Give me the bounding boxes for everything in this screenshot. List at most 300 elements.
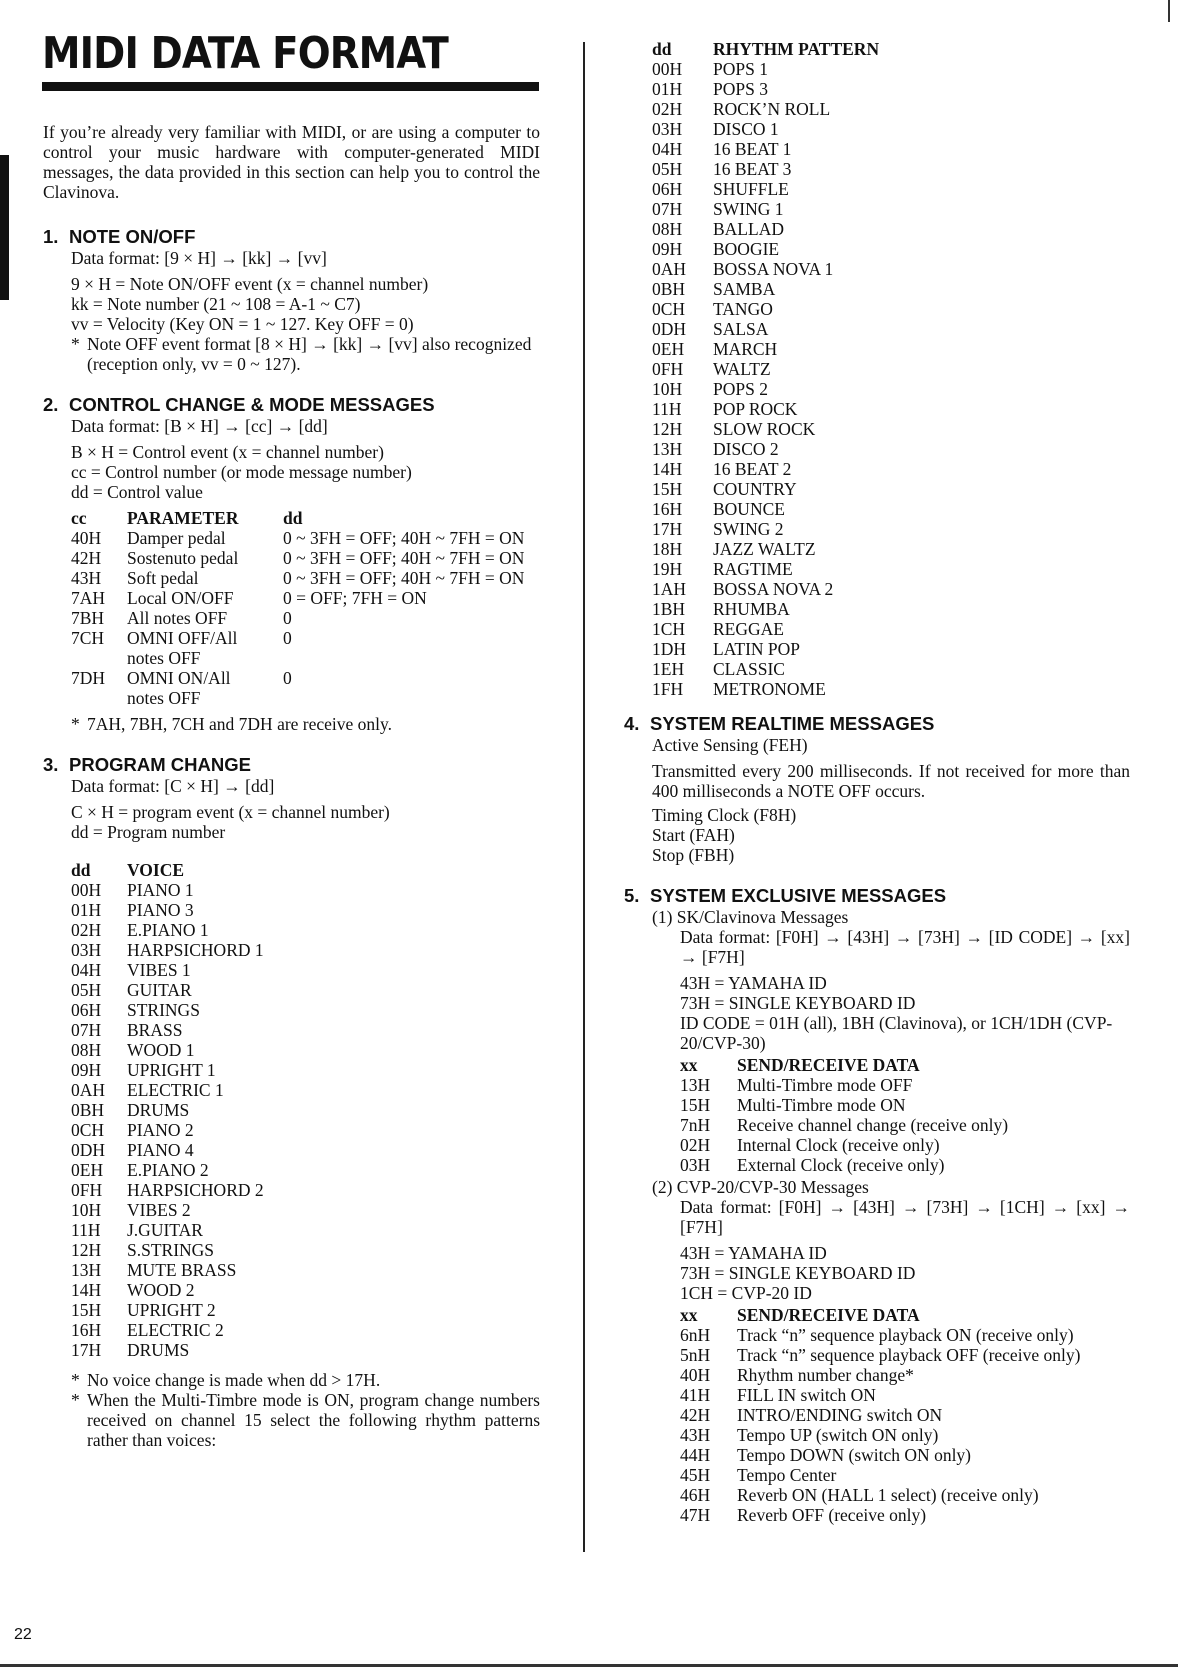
subsection-label: (1) SK/Clavinova Messages bbox=[652, 907, 849, 927]
table-row bbox=[652, 459, 879, 479]
section-title: CONTROL CHANGE & MODE MESSAGES bbox=[69, 394, 435, 415]
definition-list bbox=[43, 802, 540, 842]
value-cell: MUTE BRASS bbox=[127, 1260, 237, 1280]
value-cell: E.PIANO 2 bbox=[127, 1160, 209, 1180]
table-row bbox=[652, 99, 879, 119]
definition-line: vv = Velocity (Key ON = 1 ~ 127. Key OFF = 0) bbox=[71, 314, 414, 334]
value-cell: Multi-Timbre mode OFF bbox=[737, 1075, 913, 1095]
table-row bbox=[71, 608, 524, 628]
value-cell: SALSA bbox=[713, 319, 769, 339]
table-row bbox=[652, 139, 879, 159]
realtime-line: Start (FAH) bbox=[652, 825, 735, 845]
cell: 0 bbox=[283, 608, 292, 628]
value-cell: DISCO 1 bbox=[713, 119, 779, 139]
code-cell: 1BH bbox=[652, 599, 686, 619]
cell: Local ON/OFF bbox=[127, 588, 234, 608]
code-cell: 0BH bbox=[71, 1100, 105, 1120]
code-cell: 15H bbox=[71, 1300, 102, 1320]
realtime-transmit: Transmitted every 200 milliseconds. If not received for more than 400 milliseconds a NOTE OFF occurs. bbox=[652, 761, 1130, 801]
table-row bbox=[71, 1140, 264, 1160]
table-row bbox=[652, 419, 879, 439]
column-header: dd bbox=[71, 860, 91, 880]
definition-line: cc = Control number (or mode message number) bbox=[71, 462, 412, 482]
value-cell: E.PIANO 1 bbox=[127, 920, 209, 940]
table-row bbox=[652, 319, 879, 339]
table-row bbox=[71, 1240, 264, 1260]
code-cell: 07H bbox=[71, 1020, 102, 1040]
code-cell: 41H bbox=[680, 1385, 711, 1405]
section-heading bbox=[624, 885, 1130, 907]
column-header: dd bbox=[652, 39, 672, 59]
value-cell: PIANO 4 bbox=[127, 1140, 194, 1160]
voice-table-wrap bbox=[43, 860, 540, 1450]
value-cell: POPS 2 bbox=[713, 379, 768, 399]
data-format: Data format: [B × H] → [cc] → [dd] bbox=[71, 416, 328, 436]
value-cell: HARPSICHORD 1 bbox=[127, 940, 264, 960]
table-row bbox=[71, 1040, 264, 1060]
value-cell: Tempo UP (switch ON only) bbox=[737, 1425, 939, 1445]
footnote bbox=[71, 1370, 540, 1390]
cell: 0 ~ 3FH = OFF; 40H ~ 7FH = ON bbox=[283, 528, 525, 548]
code-cell: 0CH bbox=[652, 299, 686, 319]
value-cell: PIANO 3 bbox=[127, 900, 194, 920]
cell: 0 ~ 3FH = OFF; 40H ~ 7FH = ON bbox=[283, 568, 525, 588]
cell: 40H bbox=[71, 528, 102, 548]
table-row bbox=[652, 259, 879, 279]
code-cell: 05H bbox=[71, 980, 102, 1000]
table-row bbox=[652, 439, 879, 459]
section-heading bbox=[43, 754, 540, 776]
table-row bbox=[71, 900, 264, 920]
cell: 0 bbox=[283, 628, 292, 648]
definition-list bbox=[652, 1243, 1130, 1303]
code-cell: 7nH bbox=[680, 1115, 711, 1135]
value-cell: POPS 1 bbox=[713, 59, 768, 79]
section-heading bbox=[624, 713, 1130, 735]
table-row bbox=[680, 1485, 1080, 1505]
value-cell: UPRIGHT 2 bbox=[127, 1300, 216, 1320]
value-cell: Multi-Timbre mode ON bbox=[737, 1095, 906, 1115]
sysex1-rows bbox=[680, 1075, 1008, 1175]
value-cell: Tempo DOWN (switch ON only) bbox=[737, 1445, 972, 1465]
asterisk-icon: * bbox=[71, 1370, 80, 1390]
data-format: Data format: [F0H] → [43H] → [73H] → [1CH] → [xx] → [F7H] bbox=[680, 1197, 1130, 1237]
value-cell: PIANO 2 bbox=[127, 1120, 194, 1140]
sysex1-table bbox=[680, 1055, 1008, 1175]
table-row bbox=[652, 559, 879, 579]
cell: 0 ~ 3FH = OFF; 40H ~ 7FH = ON bbox=[283, 548, 525, 568]
definition-line: 43H = YAMAHA ID bbox=[680, 1243, 827, 1263]
value-cell: Reverb OFF (receive only) bbox=[737, 1505, 927, 1525]
sysex2-table bbox=[680, 1305, 1080, 1525]
value-cell: TANGO bbox=[713, 299, 773, 319]
table-row bbox=[71, 1120, 264, 1140]
value-cell: WALTZ bbox=[713, 359, 771, 379]
table-row bbox=[652, 279, 879, 299]
value-cell: HARPSICHORD 2 bbox=[127, 1180, 264, 1200]
table-row bbox=[680, 1155, 1008, 1175]
table-row bbox=[71, 1020, 264, 1040]
value-cell: PIANO 1 bbox=[127, 880, 194, 900]
value-cell: POP ROCK bbox=[713, 399, 798, 419]
section-number: 3. bbox=[43, 754, 59, 775]
code-cell: 03H bbox=[71, 940, 102, 960]
definition-line: dd = Control value bbox=[71, 482, 203, 502]
code-cell: 14H bbox=[71, 1280, 102, 1300]
table-row bbox=[71, 668, 524, 708]
cell: 43H bbox=[71, 568, 102, 588]
code-cell: 16H bbox=[652, 499, 683, 519]
cell: 7DH bbox=[71, 668, 106, 688]
table-row bbox=[652, 179, 879, 199]
code-cell: 17H bbox=[71, 1340, 102, 1360]
section-number: 5. bbox=[624, 885, 640, 906]
code-cell: 5nH bbox=[680, 1345, 711, 1365]
value-cell: SWING 2 bbox=[713, 519, 784, 539]
table-row bbox=[71, 1060, 264, 1080]
cell: 0 = OFF; 7FH = ON bbox=[283, 588, 427, 608]
section-heading bbox=[43, 394, 540, 416]
sysex1-table-wrap bbox=[652, 1055, 1130, 1175]
section-note-on-off bbox=[43, 226, 540, 374]
value-cell: UPRIGHT 1 bbox=[127, 1060, 216, 1080]
column-header: RHYTHM PATTERN bbox=[713, 39, 880, 59]
code-cell: 00H bbox=[71, 880, 102, 900]
table-row bbox=[680, 1095, 1008, 1115]
value-cell: INTRO/ENDING switch ON bbox=[737, 1405, 943, 1425]
value-cell: SLOW ROCK bbox=[713, 419, 816, 439]
table-row bbox=[71, 628, 524, 668]
corner-mark bbox=[1168, 0, 1170, 22]
sysex2-rows bbox=[680, 1325, 1080, 1525]
code-cell: 46H bbox=[680, 1485, 711, 1505]
footnote bbox=[71, 714, 540, 734]
code-cell: 16H bbox=[71, 1320, 102, 1340]
section-number: 2. bbox=[43, 394, 59, 415]
value-cell: ELECTRIC 2 bbox=[127, 1320, 224, 1340]
code-cell: 17H bbox=[652, 519, 683, 539]
cell: 7AH bbox=[71, 588, 106, 608]
code-cell: 15H bbox=[680, 1095, 711, 1115]
code-cell: 19H bbox=[652, 559, 683, 579]
table-row bbox=[680, 1075, 1008, 1095]
table-row bbox=[71, 1000, 264, 1020]
table-row bbox=[71, 880, 264, 900]
cell: All notes OFF bbox=[127, 608, 228, 628]
code-cell: 08H bbox=[71, 1040, 102, 1060]
column-header: xx bbox=[680, 1305, 698, 1325]
value-cell: MARCH bbox=[713, 339, 778, 359]
realtime-line: Stop (FBH) bbox=[652, 845, 735, 865]
table-row bbox=[680, 1325, 1080, 1345]
definition-list bbox=[43, 442, 540, 502]
code-cell: 02H bbox=[680, 1135, 711, 1155]
value-cell: J.GUITAR bbox=[127, 1220, 203, 1240]
realtime-line: Timing Clock (F8H) bbox=[652, 805, 797, 825]
asterisk-icon: * bbox=[71, 714, 80, 734]
table-row bbox=[652, 199, 879, 219]
table-row bbox=[652, 299, 879, 319]
value-cell: LATIN POP bbox=[713, 639, 801, 659]
realtime-list bbox=[624, 805, 1130, 865]
section-title: NOTE ON/OFF bbox=[69, 226, 196, 247]
value-cell: DRUMS bbox=[127, 1100, 190, 1120]
footnotes bbox=[71, 1370, 540, 1450]
code-cell: 0BH bbox=[652, 279, 686, 299]
definition-line: C × H = program event (x = channel number) bbox=[71, 802, 390, 822]
value-cell: Track “n” sequence playback ON (receive only) bbox=[737, 1325, 1074, 1345]
table-row bbox=[71, 920, 264, 940]
code-cell: 06H bbox=[652, 179, 683, 199]
section-title: SYSTEM EXCLUSIVE MESSAGES bbox=[650, 885, 947, 906]
code-cell: 43H bbox=[680, 1425, 711, 1445]
value-cell: BRASS bbox=[127, 1020, 183, 1040]
definition-line: 73H = SINGLE KEYBOARD ID bbox=[680, 1263, 916, 1283]
subsection-label: (2) CVP-20/CVP-30 Messages bbox=[652, 1177, 869, 1197]
cell: Sostenuto pedal bbox=[127, 548, 239, 568]
value-cell: RHUMBA bbox=[713, 599, 790, 619]
value-cell: Internal Clock (receive only) bbox=[737, 1135, 940, 1155]
table-row bbox=[680, 1505, 1080, 1525]
cell: 0 bbox=[283, 668, 292, 688]
code-cell: 05H bbox=[652, 159, 683, 179]
table-row bbox=[652, 499, 879, 519]
column-header: SEND/RECEIVE DATA bbox=[737, 1305, 920, 1325]
table-row bbox=[680, 1135, 1008, 1155]
code-cell: 0EH bbox=[652, 339, 685, 359]
definition-line: ID CODE = 01H (all), 1BH (Clavinova), or 1CH/1DH (CVP-20/CVP-30) bbox=[680, 1013, 1113, 1053]
value-cell: SAMBA bbox=[713, 279, 776, 299]
code-cell: 0AH bbox=[71, 1080, 106, 1100]
code-cell: 47H bbox=[680, 1505, 711, 1525]
value-cell: POPS 3 bbox=[713, 79, 768, 99]
page-number: 22 bbox=[14, 1626, 32, 1643]
table-header-row bbox=[680, 1305, 1080, 1325]
table-row bbox=[652, 579, 879, 599]
table-row bbox=[652, 239, 879, 259]
table-row bbox=[652, 599, 879, 619]
rhythm-rows bbox=[652, 59, 879, 699]
column-header: SEND/RECEIVE DATA bbox=[737, 1055, 920, 1075]
definition-line: 1CH = CVP-20 ID bbox=[680, 1283, 812, 1303]
table-row bbox=[680, 1445, 1080, 1465]
value-cell: FILL IN switch ON bbox=[737, 1385, 876, 1405]
code-cell: 0FH bbox=[652, 359, 684, 379]
value-cell: SHUFFLE bbox=[713, 179, 789, 199]
column-header: dd bbox=[283, 508, 303, 528]
code-cell: 11H bbox=[71, 1220, 101, 1240]
table-row bbox=[652, 59, 879, 79]
title-underline bbox=[42, 82, 539, 91]
code-cell: 09H bbox=[71, 1060, 102, 1080]
asterisk-icon: * bbox=[71, 1390, 80, 1410]
code-cell: 15H bbox=[652, 479, 683, 499]
table-row bbox=[652, 379, 879, 399]
code-cell: 42H bbox=[680, 1405, 711, 1425]
section-program-change bbox=[43, 754, 540, 1450]
definition-line: 9 × H = Note ON/OFF event (x = channel number) bbox=[71, 274, 429, 294]
definition-list bbox=[43, 274, 540, 374]
code-cell: 40H bbox=[680, 1365, 711, 1385]
value-cell: BOUNCE bbox=[713, 499, 785, 519]
value-cell: RAGTIME bbox=[713, 559, 793, 579]
value-cell: BOSSA NOVA 2 bbox=[713, 579, 834, 599]
value-cell: DISCO 2 bbox=[713, 439, 779, 459]
section-system-exclusive bbox=[624, 885, 1130, 1525]
value-cell: GUITAR bbox=[127, 980, 192, 1000]
footnote-text: When the Multi-Timbre mode is ON, program change numbers received on channel 15 select the following rhythm patterns rather than voices: bbox=[87, 1390, 540, 1450]
value-cell: 16 BEAT 1 bbox=[713, 139, 792, 159]
value-cell: VIBES 2 bbox=[127, 1200, 191, 1220]
table-row bbox=[680, 1425, 1080, 1445]
value-cell: VIBES 1 bbox=[127, 960, 191, 980]
column-divider bbox=[583, 42, 585, 1552]
value-cell: WOOD 1 bbox=[127, 1040, 195, 1060]
table-row bbox=[71, 1160, 264, 1180]
code-cell: 1EH bbox=[652, 659, 685, 679]
definition-line: 73H = SINGLE KEYBOARD ID bbox=[680, 993, 916, 1013]
value-cell: REGGAE bbox=[713, 619, 784, 639]
table-row bbox=[680, 1365, 1080, 1385]
value-cell: Track “n” sequence playback OFF (receive only) bbox=[737, 1345, 1081, 1365]
code-cell: 12H bbox=[71, 1240, 102, 1260]
value-cell: Rhythm number change* bbox=[737, 1365, 914, 1385]
code-cell: 00H bbox=[652, 59, 683, 79]
code-cell: 1CH bbox=[652, 619, 686, 639]
code-cell: 03H bbox=[652, 119, 683, 139]
cell: Damper pedal bbox=[127, 528, 226, 548]
code-cell: 6nH bbox=[680, 1325, 711, 1345]
value-cell: CLASSIC bbox=[713, 659, 785, 679]
code-cell: 07H bbox=[652, 199, 683, 219]
code-cell: 13H bbox=[652, 439, 683, 459]
code-cell: 02H bbox=[71, 920, 102, 940]
column-header: cc bbox=[71, 508, 87, 528]
code-cell: 08H bbox=[652, 219, 683, 239]
section-control-change bbox=[43, 394, 540, 734]
section-system-realtime bbox=[624, 713, 1130, 865]
section-title: PROGRAM CHANGE bbox=[69, 754, 251, 775]
cell: OMNI ON/All notes OFF bbox=[127, 668, 231, 708]
value-cell: STRINGS bbox=[127, 1000, 200, 1020]
value-cell: JAZZ WALTZ bbox=[713, 539, 816, 559]
code-cell: 0EH bbox=[71, 1160, 104, 1180]
code-cell: 01H bbox=[652, 79, 683, 99]
code-cell: 03H bbox=[680, 1155, 711, 1175]
left-column bbox=[43, 122, 540, 1450]
code-cell: 1FH bbox=[652, 679, 684, 699]
table-row bbox=[71, 528, 524, 548]
voice-table bbox=[71, 860, 264, 1360]
definition-line: kk = Note number (21 ~ 108 = A-1 ~ C7) bbox=[71, 294, 361, 314]
table-row bbox=[652, 339, 879, 359]
table-row bbox=[71, 1080, 264, 1100]
code-cell: 06H bbox=[71, 1000, 102, 1020]
intro-paragraph: If you’re already very familiar with MIDI, or are using a computer to control your music hardware with computer-generated MIDI messages, the data provided in this section can help you to control the Clavinova. bbox=[43, 122, 540, 202]
cell: 42H bbox=[71, 548, 102, 568]
definition-list bbox=[652, 973, 1130, 1053]
rhythm-pattern-table bbox=[652, 39, 879, 699]
definition-line: B × H = Control event (x = channel number) bbox=[71, 442, 384, 462]
table-row bbox=[652, 539, 879, 559]
control-table-wrap bbox=[43, 508, 540, 734]
value-cell: BALLAD bbox=[713, 219, 784, 239]
footnote bbox=[71, 1390, 540, 1450]
value-cell: BOSSA NOVA 1 bbox=[713, 259, 834, 279]
table-header-row bbox=[652, 39, 879, 59]
code-cell: 10H bbox=[652, 379, 683, 399]
table-row bbox=[71, 940, 264, 960]
code-cell: 0DH bbox=[71, 1140, 106, 1160]
cell: Soft pedal bbox=[127, 568, 199, 588]
table-row bbox=[680, 1465, 1080, 1485]
cell: 7CH bbox=[71, 628, 105, 648]
table-row bbox=[652, 359, 879, 379]
value-cell: 16 BEAT 3 bbox=[713, 159, 792, 179]
value-cell: 16 BEAT 2 bbox=[713, 459, 792, 479]
table-row bbox=[71, 1260, 264, 1280]
value-cell: S.STRINGS bbox=[127, 1240, 215, 1260]
table-row bbox=[652, 79, 879, 99]
code-cell: 18H bbox=[652, 539, 683, 559]
edge-thumb-tab bbox=[0, 155, 9, 300]
section-title: SYSTEM REALTIME MESSAGES bbox=[650, 713, 935, 734]
table-row bbox=[71, 1320, 264, 1340]
value-cell: External Clock (receive only) bbox=[737, 1155, 945, 1175]
value-cell: SWING 1 bbox=[713, 199, 784, 219]
value-cell: METRONOME bbox=[713, 679, 826, 699]
table-row bbox=[652, 519, 879, 539]
value-cell: ROCK’N ROLL bbox=[713, 99, 831, 119]
table-row bbox=[652, 679, 879, 699]
code-cell: 10H bbox=[71, 1200, 102, 1220]
code-cell: 0CH bbox=[71, 1120, 105, 1140]
code-cell: 01H bbox=[71, 900, 102, 920]
column-header: PARAMETER bbox=[127, 508, 239, 528]
table-row bbox=[71, 568, 524, 588]
footnote-text: Note OFF event format [8 × H] → [kk] → [vv] also recognized (reception only, vv = 0 ~ 127). bbox=[87, 334, 532, 374]
value-cell: BOOGIE bbox=[713, 239, 780, 259]
table-row bbox=[71, 588, 524, 608]
code-cell: 13H bbox=[71, 1260, 102, 1280]
value-cell: WOOD 2 bbox=[127, 1280, 195, 1300]
voice-rows bbox=[71, 880, 264, 1360]
code-cell: 1DH bbox=[652, 639, 687, 659]
table-row bbox=[71, 1340, 264, 1360]
table-row bbox=[680, 1345, 1080, 1365]
table-row bbox=[71, 1280, 264, 1300]
right-column bbox=[624, 39, 1130, 1525]
code-cell: 02H bbox=[652, 99, 683, 119]
definition-line: 43H = YAMAHA ID bbox=[680, 973, 827, 993]
table-row bbox=[71, 1300, 264, 1320]
column-header: xx bbox=[680, 1055, 698, 1075]
table-header-row bbox=[71, 508, 524, 528]
table-row bbox=[652, 399, 879, 419]
code-cell: 44H bbox=[680, 1445, 711, 1465]
table-row bbox=[71, 1100, 264, 1120]
table-row bbox=[680, 1115, 1008, 1135]
table-row bbox=[71, 1180, 264, 1200]
table-row bbox=[71, 960, 264, 980]
section-heading bbox=[43, 226, 540, 248]
footnote-text: 7AH, 7BH, 7CH and 7DH are receive only. bbox=[87, 714, 393, 734]
data-format: Data format: [C × H] → [dd] bbox=[71, 776, 275, 796]
cell: 7BH bbox=[71, 608, 105, 628]
code-cell: 11H bbox=[652, 399, 682, 419]
sysex2-table-wrap bbox=[652, 1305, 1130, 1525]
code-cell: 12H bbox=[652, 419, 683, 439]
